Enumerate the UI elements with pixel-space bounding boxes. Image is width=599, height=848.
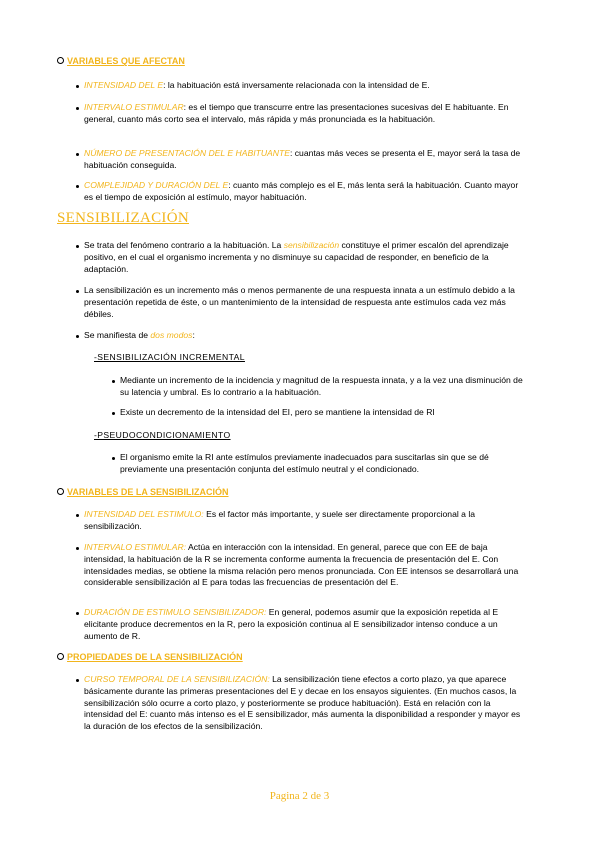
bullet-icon bbox=[76, 185, 79, 188]
list-item: COMPLEJIDAD Y DURACIÓN DEL E: cuanto más complejo es el E, más lenta será la habituación. Cuanto mayor es el tiempo de exposición al estímulo, mayor habituación. bbox=[84, 180, 524, 204]
list-item: DURACIÓN DE ESTIMULO SENSIBILIZADOR: En general, podemos asumir que la exposición repetida al E elicitante produce decrementos en la R, pero la exposición continua al E sensibilizador intenso conduce a un aumento de R. bbox=[84, 607, 524, 642]
bullet-icon bbox=[76, 153, 79, 156]
list-item: Mediante un incremento de la incidencia y magnitud de la respuesta innata, y a la vez una disminución de su latencia y umbral. Es lo contrario a la habituación. bbox=[120, 375, 525, 399]
list-item: La sensibilización es un incremento más o menos permanente de una respuesta innata a un estímulo debido a la presentación repetida de éste, o un mantenimiento de la intensidad de respuesta ante estímulos cada vez más débiles. bbox=[84, 285, 524, 320]
bullet-icon bbox=[76, 85, 79, 88]
circle-bullet-icon bbox=[57, 488, 64, 495]
list-item: INTENSIDAD DEL E: la habituación está inversamente relacionada con la intensidad de E. bbox=[84, 80, 524, 92]
section-heading-propiedades-sensibilizacion: PROPIEDADES DE LA SENSIBILIZACIÓN bbox=[57, 652, 243, 664]
bullet-icon bbox=[76, 335, 79, 338]
bullet-icon bbox=[76, 612, 79, 615]
bullet-icon bbox=[76, 679, 79, 682]
list-item: CURSO TEMPORAL DE LA SENSIBILIZACIÓN: La sensibilización tiene efectos a corto plazo, ya que aparece básicamente durante las primeras presentaciones del E y decae en los ensayos siguientes. (En muchos casos, la sensibilización sólo ocurre a corto plazo, y posteriormente se produce habituación). Está en relación con la intensidad del E: cuanto más intenso es el E sensibilizador, más aumenta la disponibilidad a responder y mayor es la duración de los efectos de la sensibilización. bbox=[84, 674, 524, 733]
page-heading-sensibilizacion: SENSIBILIZACIÓN bbox=[57, 210, 189, 226]
bullet-icon bbox=[112, 457, 115, 460]
list-item: INTERVALO ESTIMULAR: es el tiempo que transcurre entre las presentaciones sucesivas del E habituante. En general, cuanto más corto sea el intervalo, más rápida y más pronunciada es la habituación. bbox=[84, 102, 524, 126]
circle-bullet-icon bbox=[57, 57, 64, 64]
subheading-sensibilizacion-incremental: -SENSIBILIZACIÓN INCREMENTAL bbox=[94, 352, 245, 362]
list-item: Existe un decremento de la intensidad del EI, pero se mantiene la intensidad de RI bbox=[120, 407, 525, 419]
list-item: El organismo emite la RI ante estímulos previamente inadecuados para suscitarlas sin que se dé previamente una presentación conjunta del estímulo neutral y el condicionado. bbox=[120, 452, 525, 476]
bullet-icon bbox=[112, 412, 115, 415]
bullet-icon bbox=[76, 107, 79, 110]
circle-bullet-icon bbox=[57, 653, 64, 660]
bullet-icon bbox=[76, 245, 79, 248]
bullet-icon bbox=[112, 380, 115, 383]
bullet-icon bbox=[76, 547, 79, 550]
page-number-footer: Pagina 2 de 3 bbox=[269, 790, 330, 802]
list-item: INTERVALO ESTIMULAR: Actúa en interacción con la intensidad. En general, parece que con EE de baja intensidad, la habituación de la R se incrementa conforme aumenta la frecuencia de presentación del E. Con intensidades medias, se obtiene la misma relación pero menos pronunciada. Con EE intensos se desarrollará una considerable sensibilización al E para todas las frecuencias de presentación del E. bbox=[84, 542, 524, 589]
section-heading-variables-sensibilizacion: VARIABLES DE LA SENSIBILIZACIÓN bbox=[57, 487, 229, 499]
list-item: NÚMERO DE PRESENTACIÓN DEL E HABITUANTE: cuantas más veces se presenta el E, mayor será la tasa de habituación conseguida. bbox=[84, 148, 524, 172]
list-item: INTENSIDAD DEL ESTIMULO: Es el factor más importante, y suele ser directamente proporcional a la sensibilización. bbox=[84, 509, 524, 533]
bullet-icon bbox=[76, 290, 79, 293]
bullet-icon bbox=[76, 514, 79, 517]
list-item: Se trata del fenómeno contrario a la habituación. La sensibilización constituye el primer escalón del aprendizaje positivo, en el cual el organismo incrementa y no disminuye su capacidad de responder, en beneficio de la adaptación. bbox=[84, 240, 524, 275]
list-item: Se manifiesta de dos modos: bbox=[84, 330, 524, 342]
subheading-pseudocondicionamiento: -PSEUDOCONDICIONAMIENTO bbox=[94, 430, 231, 440]
section-heading-variables-que-afectan: VARIABLES QUE AFECTAN bbox=[57, 56, 185, 68]
